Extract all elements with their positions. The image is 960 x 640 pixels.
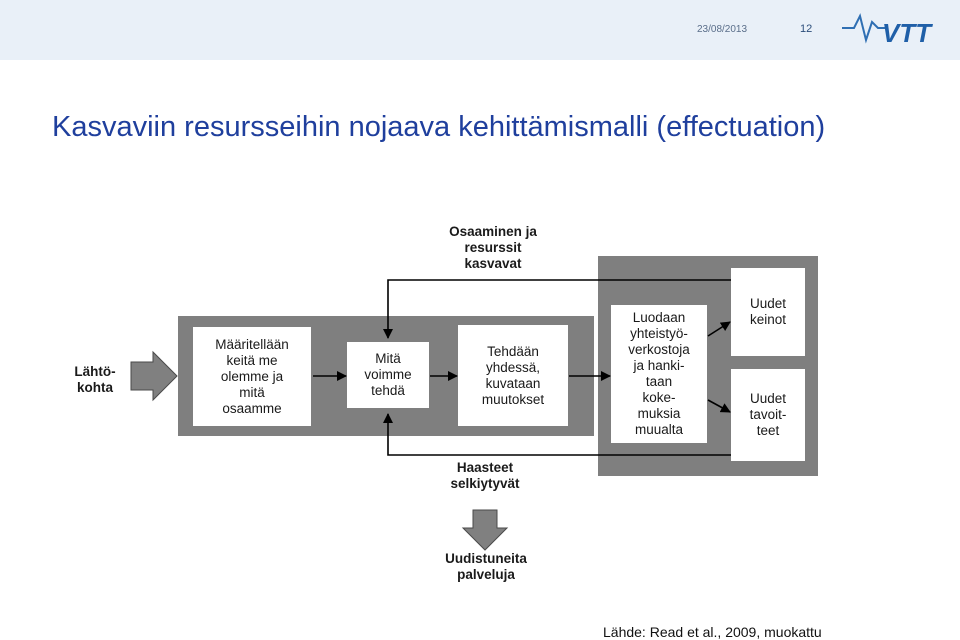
page-title: Kasvaviin resursseihin nojaava kehittämismalli (effectuation) — [52, 111, 826, 143]
box-means: Uudet keinot — [731, 268, 805, 356]
vtt-logo-text: VTT — [882, 18, 932, 48]
box-network: Luodaan yhteistyö- verkostoja ja hanki- taan koke- muksia muualta — [611, 305, 707, 443]
box-goals: Uudet tavoit- teet — [731, 369, 805, 461]
result-block-arrow — [463, 510, 507, 550]
box-define: Määritellään keitä me olemme ja mitä osaamme — [193, 327, 311, 426]
header-date: 23/08/2013 — [697, 24, 748, 35]
source-citation: Lähde: Read et al., 2009, muokattu — [603, 624, 822, 640]
box-do: Tehdään yhdessä, kuvataan muutokset — [458, 325, 568, 426]
box-what: Mitä voimme tehdä — [347, 342, 429, 408]
header-page-number: 12 — [800, 23, 813, 35]
start-label: Lähtö- kohta — [74, 364, 116, 395]
start-block-arrow — [131, 352, 177, 400]
top-label: Osaaminen ja resurssit kasvavat — [449, 224, 537, 271]
result-label: Uudistuneita palveluja — [445, 551, 527, 582]
challenges-label: Haasteet selkiytyvät — [450, 460, 520, 491]
